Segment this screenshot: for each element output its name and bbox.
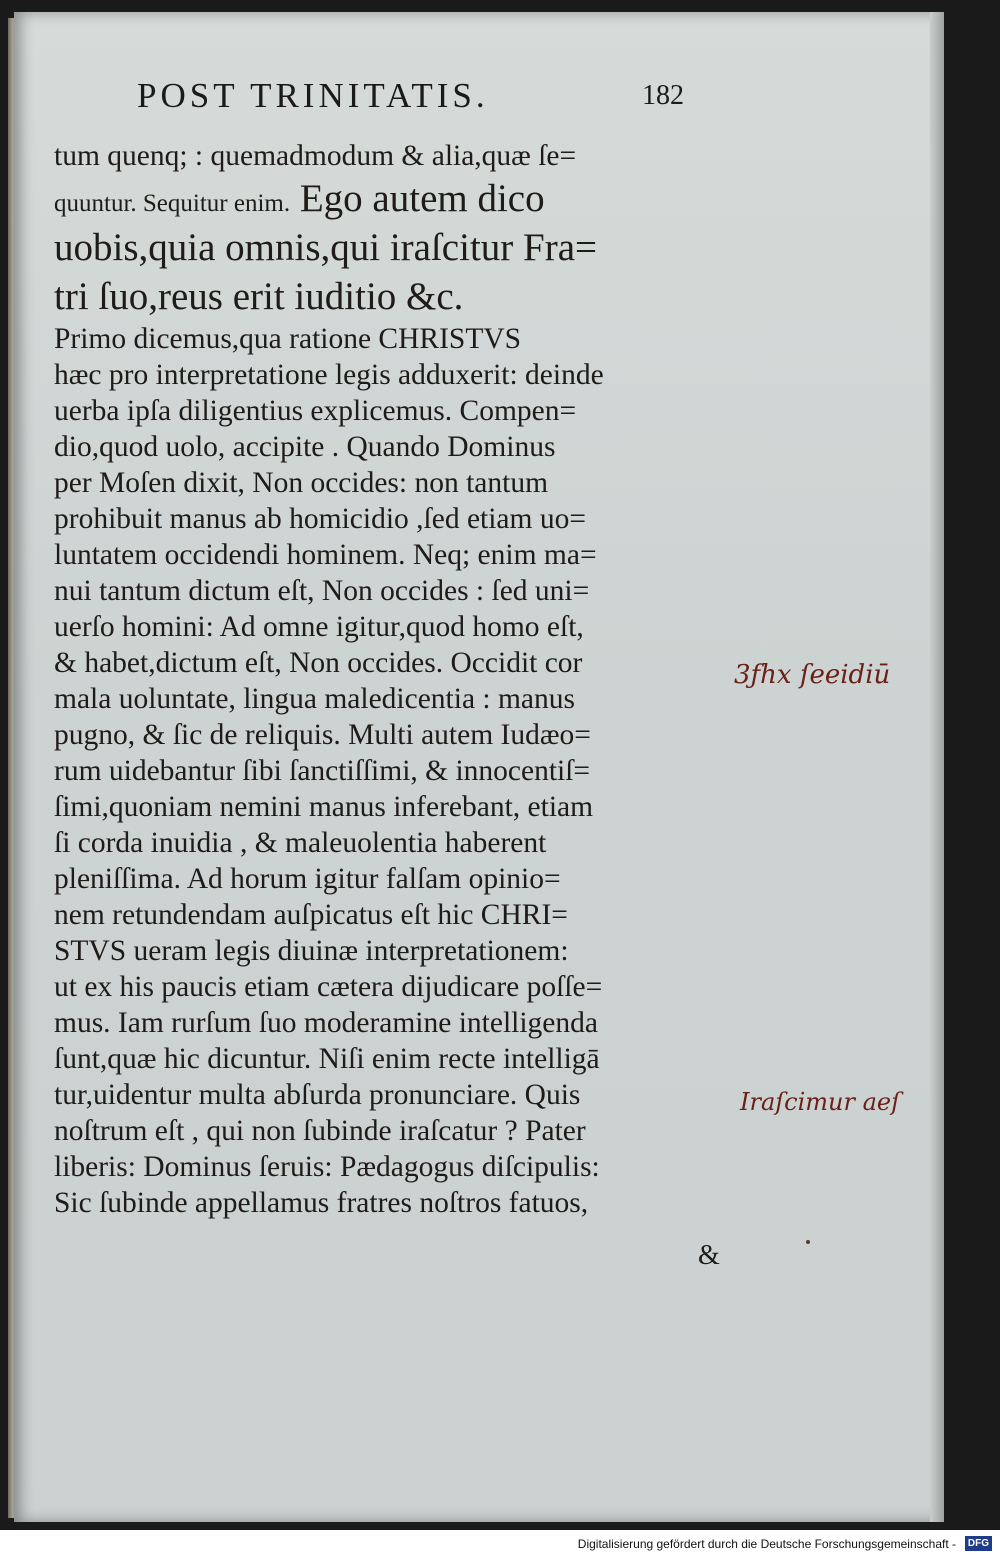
- text-line: nui tantum dictum eſt, Non occides : ſed uni=: [54, 575, 590, 607]
- text-line: & habet,dictum eſt, Non occides. Occidit cor: [54, 647, 583, 679]
- text-line: nem retundendam auſpicatus eſt hic CHRI=: [54, 899, 568, 931]
- text-line: ut ex his paucis etiam cætera dijudicare poſſe=: [54, 971, 603, 1003]
- ink-spot: [806, 1240, 810, 1244]
- text-line: uerba ipſa diligentius explicemus. Compen=: [54, 395, 577, 427]
- page-header: [123, 76, 723, 136]
- body-text: [54, 138, 734, 1221]
- text-line-part: quuntur. Sequitur enim.: [54, 190, 291, 217]
- text-line: rum uidebantur ſibi ſanctiſſimi, & innocentiſ=: [54, 755, 591, 787]
- text-line: luntatem occidendi hominem. Neq; enim ma=: [54, 539, 597, 571]
- text-line: ſunt,quæ hic dicuntur. Niſi enim recte intelligā: [54, 1043, 600, 1075]
- text-line: pleniſſima. Ad horum igitur falſam opinio=: [54, 863, 561, 895]
- text-line: per Moſen dixit, Non occides: non tantum: [54, 467, 549, 499]
- text-line: mala uoluntate, lingua maledicentia : manus: [54, 683, 576, 715]
- page-edge: [930, 12, 944, 1522]
- marginal-annotation: Iraſcimur aeſ: [740, 1088, 900, 1116]
- text-line: hæc pro interpretatione legis adduxerit: deinde: [54, 359, 604, 391]
- text-line: mus. Iam rurſum ſuo moderamine intelligenda: [54, 1007, 598, 1039]
- text-line: Sic ſubinde appellamus fratres noſtros fatuos,: [54, 1187, 589, 1219]
- text-line: dio,quod uolo, accipite . Quando Dominus: [54, 431, 556, 463]
- text-line: prohibuit manus ab homicidio ,ſed etiam uo=: [54, 503, 586, 535]
- text-line: tri ſuo,reus erit iuditio &c.: [54, 275, 464, 318]
- text-line: liberis: Dominus ſeruis: Pædagogus diſcipulis:: [54, 1151, 600, 1183]
- text-line: tum quenq; : quemadmodum & alia,quæ ſe=: [54, 140, 577, 172]
- footer-bar: [0, 1530, 1000, 1558]
- marginal-annotation: 3ƒhx ſeeidiū: [734, 660, 891, 690]
- text-line: ſimi,quoniam nemini manus inferebant, etiam: [54, 791, 594, 823]
- text-line: pugno, & ſic de reliquis. Multi autem Iudæo=: [54, 719, 591, 751]
- folio-number: 182: [642, 80, 684, 111]
- running-head: POST TRINITATIS.: [137, 76, 489, 115]
- text-line: uerſo homini: Ad omne igitur,quod homo eſt,: [54, 611, 584, 643]
- text-line: Primo dicemus,qua ratione CHRISTVS: [54, 323, 522, 355]
- text-line-part: Ego autem dico: [299, 177, 545, 220]
- dfg-logo-icon: DFG: [965, 1536, 992, 1551]
- text-line: uobis,quia omnis,qui iraſcitur Fra=: [54, 226, 598, 269]
- text-line: STVS ueram legis diuinæ interpretationem:: [54, 935, 569, 967]
- text-line: [54, 174, 734, 223]
- catchword: &: [698, 1240, 720, 1271]
- funding-credit: Digitalisierung gefördert durch die Deutsche Forschungsgemeinschaft -: [577, 1537, 956, 1551]
- text-line: tur,uidentur multa abſurda pronunciare. Quis: [54, 1079, 581, 1111]
- text-line: ſi corda inuidia , & maleuolentia haberent: [54, 827, 547, 859]
- text-line: noſtrum eſt , qui non ſubinde iraſcatur ? Pater: [54, 1115, 586, 1147]
